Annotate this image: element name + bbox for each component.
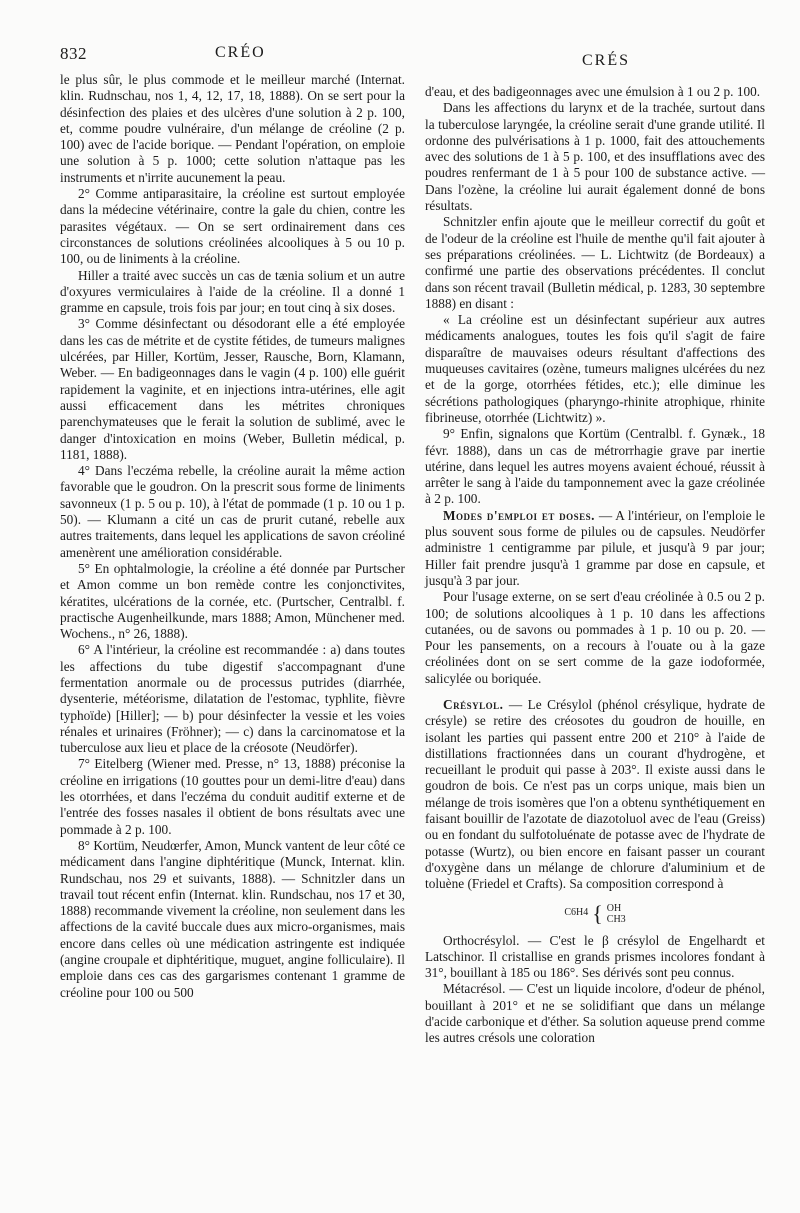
paragraph: Orthocrésylol. — C'est le β crésylol de Engelhardt et Latschinor. Il cristallise en grands prismes incolores fondant à 31°, bouillant à 185 ou 186°. Ses dérivés sont peu connus.	[425, 932, 765, 981]
paragraph: 7° Eitelberg (Wiener med. Presse, n° 13, 1888) préconise la créoline en irrigations (10 gouttes pour un demi-litre d'eau) dans les otorrhées, et dans l'eczéma du conduit auditif externe et de l'entrée des fosses nasales il obtient de bons résultats avec une pommade à 2 p. 100.	[60, 756, 405, 837]
paragraph: d'eau, et des badigeonnages avec une émulsion à 1 ou 2 p. 100.	[425, 84, 761, 99]
formula-base: C6H4	[564, 907, 589, 919]
entry-heading: Crésylol.	[443, 696, 504, 712]
page-number: 832	[60, 44, 87, 63]
left-column	[60, 72, 405, 1001]
paragraph: Pour l'usage externe, on se sert d'eau créolinée à 0.5 ou 2 p. 100; de solutions alcooliques à 1 p. 10 dans les affections cutanées, ou de savons ou pommades à 1 p. 10 ou p. 20. — Pour les pansements, on a recours à l'ouate ou à la gaze créolinées dont on se sert comme de la gaze iodoformée, salicylée ou boriquée.	[425, 589, 765, 686]
paragraph: Schnitzler enfin ajoute que le meilleur correctif du goût et de l'odeur de la créoline est l'huile de menthe qu'il fait ajouter à ses préparations créolinées. — L. Lichtwitz (de Bordeaux) a confirmé une partie des observations précédentes. Il conclut dans son récent travail (Bulletin médical, p. 1283, 30 septembre 1888) en disant :	[425, 214, 765, 311]
running-head-right: CRÉS	[582, 52, 631, 69]
paragraph: le plus sûr, le plus commode et le meilleur marché (Internat. klin. Rudnschau, nos 1, 4, 12, 17, 18, 1888). On se sert pour la désinfection des plaies et des ulcères d'une solution à 2 p. 100, et, comme poudre vulnéraire, d'un mélange de créoline (2 p. 100) avec de l'acide borique. — Pendant l'opération, on emploie une solution à 5 p. 1000; cette solution n'attaque pas les instruments et n'irrite aucunement la peau.	[60, 72, 405, 185]
brace-glyph: {	[592, 900, 603, 926]
paragraph: 4° Dans l'eczéma rebelle, la créoline aurait la même action favorable que le goudron. On la prescrit sous forme de liniments savonneux (1 p. 5 ou p. 10), à l'état de pommade (1 p. 10 ou 1 p. 50). — Klumann a cité un cas de prurit cutané, rebelle aux autres traitements, dans lequel les applications de savon créoliné amenèrent une amélioration considérable.	[60, 463, 405, 560]
section-heading: Modes d'emploi et doses.	[443, 507, 596, 523]
paragraph: 8° Kortüm, Neudœrfer, Amon, Munck vantent de leur côté ce médicament dans l'angine diphtéritique (Munck, Internat. klin. Rundschau, nos 29 et suivants, 1888). — Schnitzler dans un travail tout récent enfin (Internat. klin. Rundschau, nos 17 et 30, 1888) recommande vivement la créoline, non seulement dans les affections de la cavité buccale dues aux micro-organismes, mais encore dans celles où une médication astringente est indiquée (angine croupale et diphtéritique, muguet, angine folliculaire). Il emploie dans ces cas des gargarismes contenant 1 gramme de créoline pour 100 ou 500	[60, 837, 405, 1000]
formula-bottom: CH3	[606, 913, 626, 925]
paragraph: 2° Comme antiparasitaire, la créoline est surtout employée dans la médecine vétérinaire, contre la gale du chien, contre les parasites végétaux. — On se sert ordinairement dans ces circonstances de solutions créolinées alcooliques à 5 ou 10 p. 100, ou de liniments à la créoline.	[60, 186, 405, 267]
paragraph: 5° En ophtalmologie, la créoline a été donnée par Purtscher et Amon comme un bon remède contre les conjonctivites, kératites, ulcérations de la cornée, etc. (Purtscher, Centralbl. f. practische Augenheilkunde, mars 1888; Amon, Münchener med. Wochens., n° 26, 1888).	[60, 560, 405, 642]
right-column	[425, 84, 765, 1047]
paragraph-text: — Le Crésylol (phénol crésylique, hydrate de crésyle) se retire des créosotes du goudron de houille, en isolant les parties qui passent entre 200 et 210° à l'aide de distillations fractionnées dans un courant d'hydrogène, et recueillant le produit qui passe à 203°. Il existe aussi dans le goudron de bois. Ce n'est pas un corps unique, mais bien un mélange de trois isomères que l'on a obtenu synthétiquement en faisant bouillir de l'azotate de diazotoluol avec de l'eau (Greiss) ou en fondant du sulfotoluénate de potasse avec de l'hydrate de potasse (Wurtz), ou bien encore en faisant passer un courant d'oxygène dans un mélange de chlorure d'aluminium et de toluène (Friedel et Crafts). Sa composition correspond à	[425, 696, 765, 892]
chemical-formula	[425, 900, 765, 926]
formula-stack	[607, 903, 626, 925]
running-head-left: CRÉO	[215, 44, 266, 61]
paragraph-text: — A l'intérieur, on l'emploie le plus souvent sous forme de pilules ou de capsules. Neudörfer administre 1 centigramme par pilule, et jusqu'à 9 par jour; Hiller fait prendre jusqu'à 1 gramme par dose en capsule, et jusqu'à 3 par jour.	[425, 507, 766, 588]
formula-top: OH	[606, 902, 622, 914]
paragraph: « La créoline est un désinfectant supérieur aux autres médicaments analogues, toutes les fois qu'il s'agit de faire disparaître de mauvaises odeurs résultant d'affections des muqueuses cavitaires (ozène, tumeurs malignes ulcérées du nez et de la gorge, otorrhées fétides, etc.); elle diminue les sécrétions pathologiques (pharyngo-rhinite atrophique, rhinite fibrineuse, otorrhée (Lichtwitz) ».	[425, 312, 765, 425]
paragraph: 6° A l'intérieur, la créoline est recommandée : a) dans toutes les affections du tube digestif s'accompagnant d'une fermentation anormale ou de processus putrides (diarrhée, dysenterie, météorisme, dilatation de l'estomac, typhlite, fièvre typhoïde) [Hiller]; — b) pour désinfecter la vessie et les voies rénales et urinaires (Fröhner); — c) dans la carcinomatose et la tuberculose aux lieu et place de la créosote (Neudörfer).	[60, 642, 405, 756]
paragraph: 3° Comme désinfectant ou désodorant elle a été employée dans les cas de métrite et de cystite fétides, de tumeurs malignes ulcérées, par Hiller, Kortüm, Jesser, Rausche, Born, Klamann, Weber. — En badigeonnages dans le vagin (4 p. 100) elle guérit rapidement la vaginite, et en injections intra-utérines, elle agit aussi efficacement dans les métrites chroniques parenchymateuses que le ferait la solution de sublimé, avec le danger d'intoxication en moins (Weber, Bulletin médical, p. 1181, 1888).	[60, 316, 405, 462]
paragraph	[425, 697, 765, 893]
paragraph: Métacrésol. — C'est un liquide incolore, d'odeur de phénol, bouillant à 201° et ne se solidifiant que dans un mélange d'acide carbonique et d'éther. Sa solution aqueuse prend comme les autres crésols une coloration	[425, 981, 765, 1046]
paragraph	[425, 508, 765, 589]
paragraph: Hiller a traité avec succès un cas de tænia solium et un autre d'oxyures vermiculaires à l'aide de la créoline. Il a donné 1 gramme en capsule, trois fois par jour; en tout cinq à six doses.	[60, 267, 405, 316]
paragraph: 9° Enfin, signalons que Kortüm (Centralbl. f. Gynæk., 18 févr. 1888), dans un cas de métrorrhagie grave par inertie utérine, dans lequel les autres moyens avaient échoué, réussit à arrêter le sang à l'aide du tamponnement avec la gaze créolinée à 2 p. 100.	[425, 426, 765, 507]
paragraph: Dans les affections du larynx et de la trachée, surtout dans la tuberculose laryngée, la créoline serait d'une grande utilité. Il ordonne des pulvérisations à 1 p. 1000, fait des attouchements avec des solutions de 1 à 5 p. 100, et des insufflations avec des poudres renfermant de 1 à 5 pour 100 de substance active. — Dans l'ozène, la créoline lui aurait également donné de bons résultats.	[425, 100, 765, 214]
